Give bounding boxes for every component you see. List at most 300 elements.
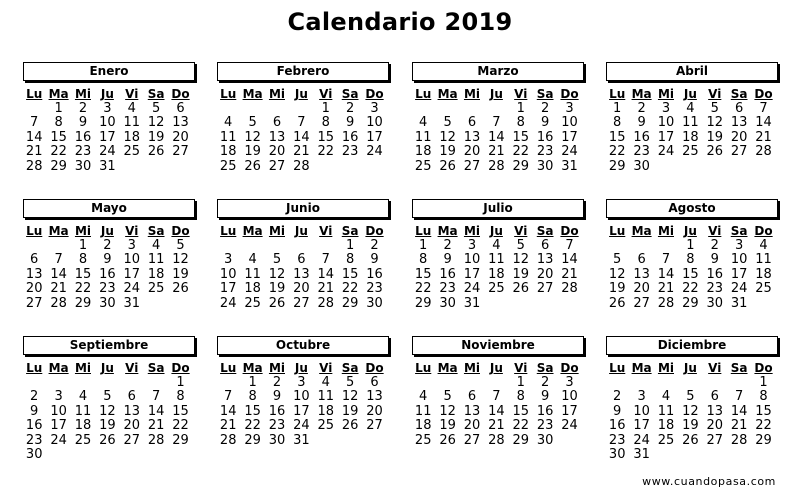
day-cell: 4 (127, 100, 136, 116)
day-cell: 21 (755, 129, 772, 145)
day-cell: 7 (565, 237, 574, 253)
day-cell: 5 (248, 115, 257, 130)
day-cell: 4 (419, 389, 428, 404)
month-junio (216, 199, 392, 311)
day-cell: 15 (244, 403, 261, 419)
day-cell: 4 (686, 100, 695, 116)
day-cell: 24 (123, 281, 141, 296)
day-cell: 12 (439, 129, 456, 145)
day-cell: 11 (414, 129, 432, 145)
weekday-header: Ju (294, 361, 308, 375)
day-cell: 18 (244, 281, 261, 296)
day-cell: 14 (50, 266, 67, 282)
empty-cell (605, 239, 629, 254)
day-cell: 25 (414, 158, 432, 174)
day-cell: 8 (54, 115, 63, 130)
day-cell: 31 (633, 447, 650, 462)
day-cell: 10 (123, 252, 141, 267)
day-cell: 22 (755, 418, 772, 433)
day-cell: 21 (219, 418, 237, 433)
day-cell: 21 (293, 144, 310, 159)
weekday-header: Lu (415, 361, 432, 375)
day-cell: 29 (414, 295, 432, 311)
day-cell: 5 (686, 389, 695, 404)
month-name: Diciembre (606, 336, 778, 355)
empty-cell (216, 376, 240, 391)
day-cell: 8 (516, 389, 525, 404)
day-cell: 15 (414, 266, 432, 282)
day-cell: 7 (297, 115, 306, 130)
weekday-header: Sa (730, 87, 748, 101)
day-cell: 5 (710, 100, 719, 116)
empty-cell (678, 376, 702, 391)
day-cell: 5 (443, 389, 452, 404)
day-cell: 7 (492, 115, 501, 130)
day-cell: 20 (366, 403, 383, 419)
month-name: Junio (217, 199, 389, 218)
weekday-header: Lu (220, 224, 237, 238)
day-cell: 22 (608, 144, 626, 159)
month-diciembre (605, 336, 781, 463)
day-cell: 14 (657, 266, 675, 282)
day-cell: 25 (317, 418, 335, 433)
day-cell: 26 (341, 418, 359, 433)
day-cell: 10 (561, 389, 578, 404)
empty-cell (484, 376, 508, 391)
day-cell: 12 (512, 252, 530, 267)
day-cell: 27 (463, 158, 481, 174)
day-cell: 16 (439, 266, 456, 282)
weekday-header: Ma (631, 361, 652, 375)
weekday-header: Mi (463, 87, 480, 101)
day-cell: 10 (50, 403, 67, 419)
day-cell: 19 (147, 129, 165, 145)
day-cell: 2 (78, 100, 88, 116)
day-cell: 19 (439, 144, 456, 159)
empty-cell (484, 102, 508, 117)
day-cell: 24 (463, 281, 481, 296)
day-cell: 9 (541, 115, 550, 130)
day-cell: 4 (152, 237, 161, 253)
empty-cell (71, 376, 95, 391)
day-cell: 19 (99, 418, 116, 433)
day-cell: 18 (317, 403, 335, 419)
empty-cell (605, 376, 629, 391)
day-cell: 5 (516, 237, 525, 253)
weekday-header: Lu (26, 87, 43, 101)
day-cell: 26 (682, 432, 699, 448)
weekday-header: Sa (147, 361, 165, 375)
day-cell: 8 (419, 252, 428, 267)
day-cell: 12 (268, 266, 286, 282)
day-cell: 24 (366, 144, 383, 159)
day-cell: 4 (759, 237, 768, 253)
day-cell: 22 (50, 144, 67, 159)
day-cell: 25 (755, 281, 772, 296)
day-cell: 20 (463, 418, 481, 433)
month-name: Abril (606, 62, 778, 81)
weekday-header: Mi (74, 361, 91, 375)
day-cell: 27 (172, 144, 189, 159)
day-cell: 10 (730, 252, 748, 267)
empty-cell (240, 239, 264, 254)
day-cell: 29 (341, 295, 359, 311)
day-cell: 25 (414, 432, 432, 448)
weekday-header: Do (365, 361, 384, 375)
day-cell: 31 (123, 295, 141, 311)
month-agosto (605, 199, 781, 311)
day-cell: 7 (30, 115, 39, 130)
day-cell: 27 (268, 158, 286, 174)
day-cell: 17 (463, 266, 481, 282)
weekday-header: Lu (220, 87, 237, 101)
weekday-header: Vi (514, 361, 528, 375)
day-cell: 3 (661, 100, 671, 116)
day-cell: 19 (608, 281, 626, 296)
day-cell: 1 (516, 374, 525, 390)
day-cell: 28 (730, 432, 748, 448)
day-cell: 23 (341, 144, 359, 159)
day-cell: 2 (30, 389, 39, 404)
day-cell: 3 (637, 389, 646, 404)
day-cell: 9 (443, 252, 452, 267)
day-cell: 10 (366, 115, 383, 130)
day-cell: 1 (346, 237, 355, 253)
day-cell: 27 (536, 281, 554, 296)
day-cell: 22 (414, 281, 432, 296)
day-cell: 19 (512, 266, 530, 282)
day-cell: 1 (78, 237, 88, 253)
day-cell: 17 (561, 129, 578, 145)
empty-cell (727, 376, 751, 391)
weekday-header: Vi (708, 361, 722, 375)
day-cell: 2 (346, 100, 355, 116)
weekday-header: Ju (294, 224, 308, 238)
day-cell: 24 (219, 295, 237, 311)
weekday-header: Sa (536, 224, 554, 238)
day-cell: 16 (268, 403, 286, 419)
weekday-header: Vi (319, 361, 333, 375)
weekday-header: Lu (415, 224, 432, 238)
month-name: Enero (23, 62, 195, 81)
day-cell: 3 (565, 374, 574, 390)
day-cell: 1 (686, 237, 695, 253)
day-cell: 1 (759, 374, 768, 390)
weekday-header: Do (754, 361, 773, 375)
day-cell: 28 (488, 432, 505, 448)
day-cell: 29 (512, 158, 530, 174)
weekday-header: Sa (536, 87, 554, 101)
day-cell: 30 (706, 295, 724, 311)
day-cell: 3 (735, 237, 744, 253)
weekday-header: Sa (147, 87, 165, 101)
day-cell: 6 (467, 389, 477, 404)
day-cell: 15 (74, 266, 92, 282)
day-cell: 16 (536, 403, 554, 419)
day-grid (22, 361, 198, 463)
day-grid (22, 224, 198, 311)
weekday-header: Mi (74, 87, 91, 101)
day-cell: 4 (419, 115, 428, 130)
weekday-header: Sa (730, 224, 748, 238)
day-cell: 23 (268, 418, 286, 433)
empty-cell (314, 239, 338, 254)
day-cell: 18 (682, 129, 699, 145)
empty-cell (654, 239, 678, 254)
month-name: Mayo (23, 199, 195, 218)
day-cell: 2 (710, 237, 719, 253)
day-cell: 18 (414, 144, 432, 159)
day-cell: 27 (463, 432, 481, 448)
day-cell: 27 (633, 295, 650, 311)
day-cell: 10 (633, 403, 650, 419)
day-cell: 13 (463, 403, 481, 419)
day-cell: 7 (152, 389, 161, 404)
day-cell: 15 (608, 129, 626, 145)
day-cell: 31 (293, 432, 310, 448)
weekday-header: Do (754, 224, 773, 238)
day-cell: 6 (272, 115, 282, 130)
day-cell: 11 (657, 403, 675, 419)
day-cell: 23 (99, 281, 116, 296)
month-name: Noviembre (412, 336, 584, 355)
day-cell: 17 (561, 403, 578, 419)
empty-cell (629, 376, 653, 391)
day-cell: 22 (172, 418, 189, 433)
day-cell: 17 (50, 418, 67, 433)
day-cell: 21 (730, 418, 748, 433)
weekday-header: Mi (657, 361, 674, 375)
day-cell: 1 (248, 374, 257, 390)
day-cell: 18 (123, 129, 141, 145)
day-cell: 28 (755, 144, 772, 159)
weekday-header: Do (365, 87, 384, 101)
day-cell: 30 (633, 158, 650, 174)
day-cell: 27 (25, 295, 43, 311)
day-cell: 6 (467, 115, 477, 130)
day-cell: 18 (414, 418, 432, 433)
day-cell: 11 (682, 115, 699, 130)
day-cell: 22 (317, 144, 335, 159)
month-name: Julio (412, 199, 584, 218)
month-octubre (216, 336, 392, 448)
day-cell: 9 (541, 389, 550, 404)
day-cell: 14 (317, 266, 335, 282)
day-cell: 7 (492, 389, 501, 404)
weekday-header: Ju (294, 87, 308, 101)
day-cell: 13 (730, 115, 748, 130)
day-cell: 25 (488, 281, 505, 296)
day-cell: 8 (78, 252, 88, 267)
day-cell: 14 (488, 403, 505, 419)
day-cell: 31 (730, 295, 748, 311)
day-cell: 20 (123, 418, 141, 433)
day-cell: 10 (463, 252, 481, 267)
day-cell: 27 (293, 295, 310, 311)
day-cell: 14 (730, 403, 748, 419)
weekday-header: Mi (463, 361, 480, 375)
day-cell: 24 (561, 144, 578, 159)
day-cell: 2 (541, 374, 550, 390)
day-cell: 28 (317, 295, 335, 311)
day-cell: 12 (706, 115, 724, 130)
day-cell: 10 (219, 266, 237, 282)
day-cell: 11 (123, 115, 141, 130)
weekday-header: Ju (100, 361, 114, 375)
month-mayo (22, 199, 198, 311)
day-cell: 20 (293, 281, 310, 296)
day-cell: 29 (50, 158, 67, 174)
day-cell: 11 (244, 266, 261, 282)
day-cell: 12 (682, 403, 699, 419)
day-cell: 14 (755, 115, 772, 130)
day-cell: 31 (463, 295, 481, 311)
day-cell: 10 (657, 115, 675, 130)
weekday-header: Vi (514, 87, 528, 101)
day-cell: 22 (341, 281, 359, 296)
day-cell: 30 (74, 158, 92, 174)
day-cell: 8 (176, 389, 185, 404)
day-cell: 30 (536, 158, 554, 174)
day-cell: 7 (735, 389, 744, 404)
day-cell: 29 (74, 295, 92, 311)
day-cell: 19 (682, 418, 699, 433)
day-cell: 26 (512, 281, 530, 296)
day-cell: 22 (682, 281, 699, 296)
day-cell: 20 (25, 281, 43, 296)
day-cell: 21 (561, 266, 578, 282)
day-cell: 2 (272, 374, 282, 390)
day-cell: 29 (755, 432, 772, 448)
weekday-header: Ju (489, 361, 503, 375)
day-cell: 10 (293, 389, 310, 404)
day-cell: 2 (637, 100, 646, 116)
day-cell: 23 (536, 418, 554, 433)
day-cell: 22 (512, 144, 530, 159)
month-febrero (216, 62, 392, 174)
day-cell: 14 (293, 129, 310, 145)
day-cell: 9 (272, 389, 282, 404)
month-marzo (411, 62, 587, 174)
website-url: www.cuandopasa.com (642, 475, 776, 488)
day-cell: 8 (248, 389, 257, 404)
empty-cell (265, 102, 289, 117)
month-name: Septiembre (23, 336, 195, 355)
day-cell: 17 (657, 129, 675, 145)
day-cell: 4 (224, 115, 233, 130)
day-cell: 20 (730, 129, 748, 145)
day-grid (22, 87, 198, 174)
day-cell: 30 (25, 447, 43, 462)
day-cell: 23 (706, 281, 724, 296)
day-cell: 18 (755, 266, 772, 282)
day-cell: 27 (706, 432, 724, 448)
day-cell: 3 (370, 100, 379, 116)
weekday-header: Lu (26, 224, 43, 238)
day-cell: 11 (755, 252, 772, 267)
empty-cell (46, 376, 70, 391)
day-cell: 24 (99, 144, 116, 159)
day-cell: 5 (176, 237, 185, 253)
day-grid (216, 224, 392, 311)
day-cell: 21 (50, 281, 67, 296)
weekday-header: Do (560, 224, 579, 238)
day-cell: 16 (706, 266, 724, 282)
weekday-header: Sa (341, 361, 359, 375)
day-cell: 25 (657, 432, 675, 448)
day-cell: 30 (99, 295, 116, 311)
day-cell: 25 (219, 158, 237, 174)
day-cell: 24 (50, 432, 67, 448)
day-cell: 14 (147, 403, 165, 419)
weekday-header: Mi (268, 224, 285, 238)
day-cell: 6 (176, 100, 185, 116)
day-cell: 18 (657, 418, 675, 433)
day-cell: 21 (147, 418, 165, 433)
day-cell: 28 (219, 432, 237, 448)
day-cell: 4 (661, 389, 671, 404)
weekday-header: Mi (74, 224, 91, 238)
empty-cell (216, 239, 240, 254)
day-cell: 17 (219, 281, 237, 296)
day-cell: 24 (633, 432, 650, 448)
weekday-header: Lu (609, 87, 626, 101)
day-grid (216, 87, 392, 174)
weekday-header: Ju (489, 224, 503, 238)
day-cell: 7 (54, 252, 63, 267)
day-cell: 11 (147, 252, 165, 267)
weekday-header: Ma (631, 224, 652, 238)
empty-cell (435, 102, 459, 117)
day-cell: 5 (152, 100, 161, 116)
day-cell: 16 (74, 129, 92, 145)
day-grid (411, 224, 587, 311)
day-cell: 1 (176, 374, 185, 390)
day-cell: 25 (123, 144, 141, 159)
day-cell: 11 (74, 403, 92, 419)
empty-cell (22, 376, 46, 391)
day-cell: 9 (637, 115, 646, 130)
day-cell: 16 (633, 129, 650, 145)
day-cell: 26 (706, 144, 724, 159)
weekday-header: Vi (125, 361, 139, 375)
day-cell: 3 (54, 389, 63, 404)
day-cell: 4 (321, 374, 330, 390)
day-cell: 4 (492, 237, 501, 253)
day-cell: 11 (488, 252, 505, 267)
day-cell: 8 (759, 389, 768, 404)
weekday-header: Sa (536, 361, 554, 375)
empty-cell (289, 102, 313, 117)
day-cell: 23 (74, 144, 92, 159)
day-grid (605, 361, 781, 463)
day-cell: 17 (123, 266, 141, 282)
day-cell: 7 (759, 100, 768, 116)
weekday-header: Do (171, 87, 190, 101)
day-cell: 23 (366, 281, 383, 296)
day-cell: 18 (488, 266, 505, 282)
day-cell: 31 (561, 158, 578, 174)
day-cell: 27 (366, 418, 383, 433)
empty-cell (654, 376, 678, 391)
day-cell: 11 (317, 389, 335, 404)
day-cell: 8 (321, 115, 330, 130)
empty-cell (22, 102, 46, 117)
empty-cell (265, 239, 289, 254)
day-cell: 28 (561, 281, 578, 296)
day-cell: 14 (488, 129, 505, 145)
month-name: Agosto (606, 199, 778, 218)
